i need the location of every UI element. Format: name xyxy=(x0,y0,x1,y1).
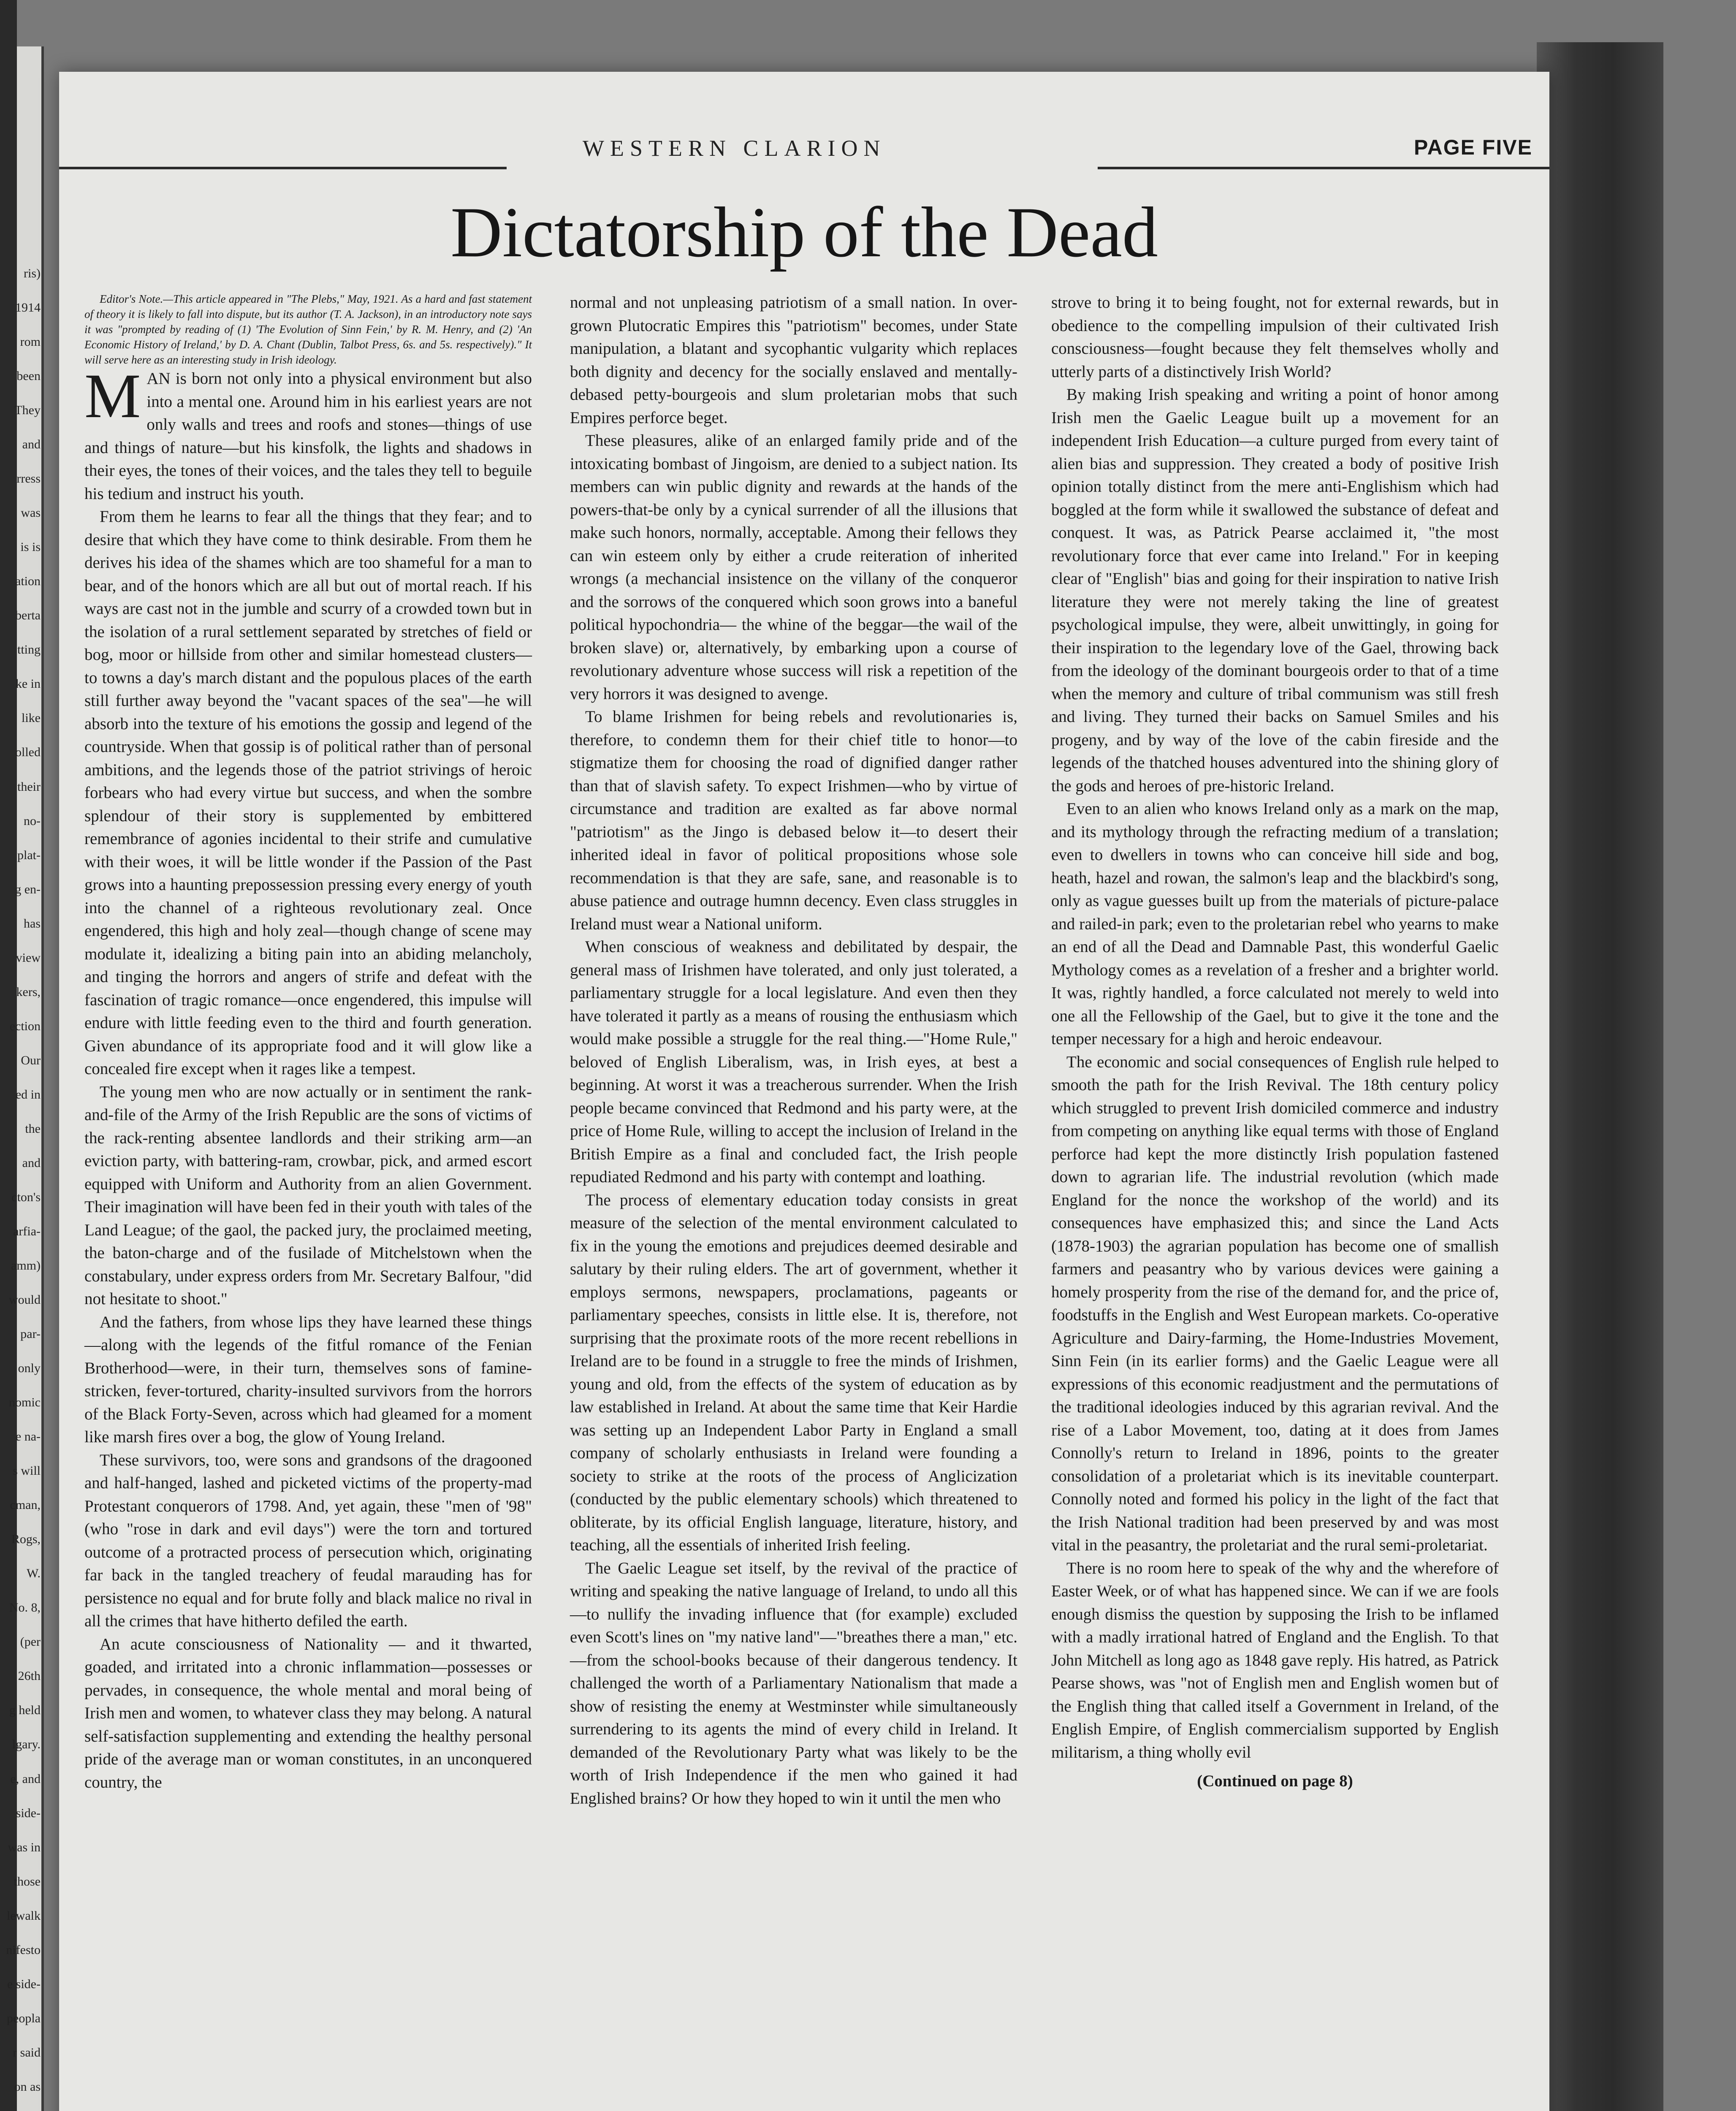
previous-page-fragment: e, and xyxy=(10,1772,41,1786)
running-head xyxy=(59,135,1549,169)
header-rule-left xyxy=(59,167,507,169)
paragraph: And the fathers, from whose lips they have learned these things—along with the legends of the fitful romance of the Fenian Brotherhood—were, in their turn, themselves sons of famine-stricken, fever-tortured, charity-insulted survivors from the horrors of the Black Forty-Seven, across which had gleamed for a moment like marsh fires over a bog, the glow of Young Ireland. xyxy=(84,1313,532,1446)
binding-edge xyxy=(0,0,17,2111)
previous-page-fragment: was xyxy=(21,506,41,520)
previous-page-fragment: like xyxy=(22,711,41,725)
previous-page-fragment: lewalk xyxy=(7,1908,41,1923)
previous-page-fragment: peopla xyxy=(7,2011,41,2025)
column-1 xyxy=(84,291,532,2111)
previous-page-fragment: rress xyxy=(16,472,41,486)
page-number: PAGE FIVE xyxy=(1413,136,1533,159)
previous-page-fragment: berta xyxy=(15,608,41,623)
previous-page-fragment: 1914 xyxy=(15,301,41,315)
previous-page-fragment: g en- xyxy=(15,882,41,896)
previous-page-fragment: ation xyxy=(15,574,41,589)
previous-page-fragment: no- xyxy=(24,814,41,828)
previous-page-fragment: ris) xyxy=(24,266,41,280)
previous-page-fragment: has xyxy=(24,916,41,931)
previous-page-fragment: nomic xyxy=(9,1395,41,1410)
article-columns xyxy=(84,291,1503,2111)
paragraph: To blame Irishmen for being rebels and revolutionaries is, therefore, to condemn them for their chief title to honor—to stigmatize them for choosing the road of dignified danger rather than that of slavish safety. To expect Irishmen—who by virtue of circumstance and tradition are exalted as far above normal "patriotism" as the Jingo is debased below it—to desert their inherited ideal in favor of political propositions whose sole recommendation is that they are safe, sane, and reasonable is to abuse patience and outrage humnn decency. Even class struggles in Ireland must wear a National uniform. xyxy=(570,708,1017,933)
previous-page-fragment: Rogs, xyxy=(11,1532,41,1547)
paragraph: strove to bring it to being fought, not for external rewards, but in obedience to the compelling impulsion of their cultivated Irish consciousness—fought because they felt themselves wholly and utterly parts of a distinctively Irish World? xyxy=(1051,293,1499,381)
masthead: WESTERN CLARION xyxy=(583,136,886,161)
previous-page-fragment: lgary. xyxy=(12,1737,41,1752)
previous-page-fragment: tting xyxy=(17,643,41,657)
previous-page-fragment: arfia- xyxy=(13,1224,41,1238)
previous-page-fragment: They xyxy=(14,403,41,418)
previous-page-fragment: ed in xyxy=(15,1087,41,1102)
continued-notice: (Continued on page 8) xyxy=(1197,1772,1353,1790)
previous-page-fragment: their xyxy=(17,779,41,794)
paragraph: From them he learns to fear all the things that they fear; and to desire that which they have come to think desirable. From them he derives his idea of the shames which are too shameful for a man to bear, and of the honors which are all but out of mortal reach. If his ways are cast not in the jumble and scurry of a crowded town but in the isolation of a rural settlement separated by stretches of field or bog, moor or hillside from other and similar homestead clusters—to towns a day's march distant and the populous places of the earth still further away beyond the "vacant spaces of the sea"—he will absorb into the texture of his emotions the gossip and legend of the countryside. When that gossip is of political rather than of personal ambitions, and the legends those of the patriot strivings of heroic forbears who had every virtue but success, and when the sombre splendour of their story is supplemented by embittered remembrance of agonies incidental to their strife and cumulative with their woes, it will be little wonder if the Passion of the Past grows into a haunting prepossession pressing every energy of youth into the channel of a righteous revolutionary zeal. Once engendered, this high and holy zeal—though change of scene may modulate it, idealizing a biting pain into an abiding melancholy, and tinging the horrors and angers of strife and defeat with the fascination of tragic romance—once engendered, this impulse will endure with little feeding even to the third and fourth generation. Given abundance of its appropriate food and it will glow like a concealed fire except when it rages like a tempest. xyxy=(84,507,532,1078)
previous-page-fragment: was in xyxy=(8,1840,41,1854)
previous-page-fragment: e side- xyxy=(7,1977,41,1991)
paragraph-text: AN is born not only into a physical environment but also into a mental one. Around him in his earliest years are not only walls and trees and roofs and stones—things of use and things of nature—but his kinsfolk, the lights and shadows in their eyes, the tones of their voices, and the tales they tell to beguile his tedium and instruct his youth. xyxy=(84,369,532,503)
paragraph: The Gaelic League set itself, by the revival of the practice of writing and speaking the native language of Ireland, to undo all this—to nullify the invading influence that (for example) excluded even Scott's lines on "my native land"—"breathes there a man," etc.—from the school-books because of their dangerous tendency. It challenged the worth of a Parliamentary Nationalism that made a show of resisting the enemy at Westminster while simultaneously surrendering to its agents the mind of every child in Ireland. It demanded of the Revolutionary Party what was likely to be the worth of Irish Independence if the men who gained it had Englished brains? Or how they hoped to win it until the men who xyxy=(570,1559,1017,1807)
previous-page-fragment: would xyxy=(9,1293,41,1307)
column-2 xyxy=(570,291,1017,2111)
previous-page-fragment: Our xyxy=(21,1053,41,1067)
previous-page-fragment: is is xyxy=(20,540,41,554)
previous-page-fragment: W. xyxy=(26,1566,41,1581)
previous-page-fragment: No. 8, xyxy=(9,1601,41,1615)
previous-page-fragment: (per xyxy=(20,1635,41,1649)
newspaper-page xyxy=(59,72,1549,2111)
previous-page-fragment: those xyxy=(14,1874,41,1889)
previous-page-fragment: on as xyxy=(14,2079,41,2094)
paragraph: The economic and social consequences of English rule helped to smooth the path for the Irish Revival. The 18th century policy which struggled to prevent Irish domiciled commerce and industry from competing on anything like equal terms with those of England perforce had kept the more distinctly Irish population fastened down to agrarian life. The industrial revolution (which made England for the nonce the workshop of the world) and its consequences have emphasized this; and since the Land Acts (1878-1903) the agrarian population has become one of smallish farmers and peasantry who by various devices were gaining a homely prosperity from the rise of the demand for, and the price of, foodstuffs in the English and West European markets. Co-operative Agriculture and Dairy-farming, the Home-Industries Movement, Sinn Fein (in its earlier forms) and the Gaelic League were all expressions of this economic readjustment and the permutations of the traditional ideologies induced by this agrarian revival. And the rise of a Labor Movement, too, dating at it does from James Connolly's return to Ireland in 1896, points to the greater consolidation of a proletariat which is its inevitable counterpart. Connolly noted and formed his policy in the light of the fact that the Irish National tradition had been preserved by and was most vital in the peasantry, the proletariat and the rural semi-proletariat. xyxy=(1051,1053,1499,1554)
paragraph: Even to an alien who knows Ireland only as a mark on the map, and its mythology through the refracting medium of a translation; even to dwellers in towns who can conceive hill side and bog, heath, hazel and rowan, the salmon's leap and the blackbird's song, only as vague guesses built up from the materials of picture-palace and railed-in park; even to the proletarian rebel who yearns to make an end of all the Dead and Damnable Past, this wonderful Gaelic Mythology comes as a revelation of a fresher and a brighter world. It was, rightly handled, a force calculated not merely to weld into one all the Fellowship of the Gael, but to give it the tone and the temper necessary for a high and heroic endeavour. xyxy=(1051,800,1499,1048)
previous-page-fragment: amm) xyxy=(11,1259,41,1273)
previous-page-fragment: the xyxy=(25,1121,41,1136)
previous-page-fragment: e na- xyxy=(15,1430,41,1444)
previous-page-fragment: ke in xyxy=(15,677,41,691)
paragraph: When conscious of weakness and debilitated by despair, the general mass of Irishmen have tolerated, and only just tolerated, a parliamentary struggle for a local legislature. And even then they have tolerated it partly as a means of rousing the enthusiasm which would make possible a struggle for the real thing.—"Home Rule," beloved of English Liberalism, was, in Irish eyes, at best a beginning. At worst it was a treacherous surrender. When the Irish people became convinced that Redmond and his party were, at the price of Home Rule, willing to accept the inclusion of Ireland in the British Empire as a final and concluded fact, the Irish people repudiated Redmond and his party with contempt and loathing. xyxy=(570,938,1017,1186)
previous-page-fragment: only xyxy=(18,1361,41,1376)
previous-page-fragment: rom xyxy=(20,335,41,349)
header-rule-right xyxy=(1098,167,1549,169)
previous-page-fragment: r said xyxy=(13,2045,41,2059)
previous-page-fragment: view xyxy=(16,950,41,965)
previous-page-fragment: plat- xyxy=(17,848,41,862)
previous-page-fragment: side- xyxy=(16,1806,41,1820)
previous-page-fragment: ection xyxy=(9,1019,41,1033)
drop-cap: M xyxy=(84,361,141,431)
paragraph: By making Irish speaking and writing a point of honor among Irish men the Gaelic League built up a movement for an independent Irish Education—a culture purged from every taint of alien bias and suppression. They created a body of positive Irish opinion totally distinct from the mere anti-Englishism which had boggled at the form while it swallowed the substance of defeat and conquest. It was, as Patrick Pearse acclaimed it, "the most revolutionary force that ever came into Ireland." For in keeping clear of "English" bias and going for their inspiration to native Irish literature they were not merely taking the line of greatest psychological impulse, they were, albeit unwittingly, in going for their inspiration to the legendary love of the Gael, throwing back from the ideology of the dominant bourgeois order to that of a time when the memory and culture of tribal communism was still fresh and living. They turned their backs on Samuel Smiles and his progeny, and by way of the love of the cabin fireside and the legends of the thatched houses adventured into the shining glory of the gods and heroes of pre-historic Ireland. xyxy=(1051,385,1499,795)
previous-page-fragment: and xyxy=(22,437,41,452)
previous-page-edge xyxy=(6,46,44,2111)
paragraph: normal and not unpleasing patriotism of a small nation. In over-grown Plutocratic Empires this "patriotism" becomes, under State manipulation, a blatant and sycophantic vulgarity which replaces both dignity and decency for the socially enslaved and mentally-debased petty-bourgeois and slum proletarian mobs that such Empires perforce beget. xyxy=(570,293,1017,427)
previous-page-fragment: been xyxy=(16,369,41,383)
previous-page-fragment: kers, xyxy=(16,985,41,999)
paragraph: These survivors, too, were sons and grandsons of the dragooned and half-hanged, lashed and picketed victims of the property-mad Protestant conquerors of 1798. And, yet again, these "men of '98" (who "rose in dark and evil days") were the torn and tortured outcome of a protracted process of persecution which, originating far back in the tangled treachery of feudal marauding has for persistence no equal and for brute folly and black malice no rival in all the crimes that have hitherto defiled the earth. xyxy=(84,1451,532,1630)
previous-page-fragment: olled xyxy=(15,745,41,760)
article-title: Dictatorship of the Dead xyxy=(450,193,1158,272)
page-stack-edge xyxy=(1537,42,1663,2111)
previous-page-fragment: and xyxy=(22,1156,41,1170)
previous-page-fragment: nifesto xyxy=(6,1943,41,1957)
paragraph: An acute consciousness of Nationality — and it thwarted, goaded, and irritated into a chronic inflammation—possesses or pervades, in consequence, the whole mental and moral being of Irish men and women, to whatever class they may belong. A natural self-satisfaction supplementing and extending the healthy personal pride of the average man or woman constitutes, in an unconquered country, the xyxy=(84,1635,532,1791)
previous-page-fragment: cman, xyxy=(10,1498,41,1512)
previous-page-fragment: par- xyxy=(20,1327,41,1341)
previous-page-fragment: s will xyxy=(13,1464,41,1478)
paragraph: The young men who are now actually or in sentiment the rank-and-file of the Army of the Irish Republic are the sons of victims of the rack-renting absentee landlords and their striking arm—an eviction party, with battering-ram, crowbar, pick, and armed escort equipped with Uniform and Authority from an alien Government. Their imagination will have been fed in their youth with tales of the Land League; of the gaol, the packed jury, the proclaimed meeting, the baton-charge and of the fusilade of Mitchelstown when the constabulary, under express orders from Mr. Secretary Balfour, "did not hesitate to shoot." xyxy=(84,1083,532,1308)
previous-page-fragment: cton's xyxy=(11,1190,41,1204)
paragraph: These pleasures, alike of an enlarged family pride and of the intoxicating bombast of Jingoism, are denied to a subject nation. Its members can win public dignity and rewards at the hands of the powers-that-be only by a cynical surrender of all the illusions that make such honors, normally, acceptable. Among their fellows they can win esteem only by either a crude reiteration of inherited wrongs (a mechancial insistence on the villany of the conqueror and the sorrows of the conquered which soon grows into a baneful political hypochondria— the whine of the beggar—the wail of the broken slave) or, alternatively, by embarking upon a course of revolutionary adventure whose success will risk a repetition of the very horrors it was designed to avenge. xyxy=(570,431,1017,703)
previous-page-fragment: 26th xyxy=(18,1669,41,1683)
first-paragraph xyxy=(84,361,532,505)
column-3 xyxy=(1051,291,1499,2111)
editor-note: Editor's Note.—This article appeared in "The Plebs," May, 1921. As a hard and fast statement of theory it is likely to fall into dispute, but its author (T. A. Jackson), in an introductory note says it was "prompted by reading of (1) 'The Evolution of Sinn Fein,' by R. M. Henry, and (2) 'An Economic History of Ireland,' by D. A. Chant (Dublin, Talbot Press, 6s. and 5s. respectively)." It will serve here as an interesting study in Irish ideology. xyxy=(84,293,532,366)
previous-page-fragment: g held xyxy=(9,1703,41,1718)
paragraph: There is no room here to speak of the why and the wherefore of Easter Week, or of what has happened since. We can if we are fools enough dismiss the question by supposing the Irish to be inflamed with a madly irrational hatred of England and the English. To that John Mitchell as long ago as 1848 gave reply. His hatred, as Patrick Pearse shows, was "not of English men and English women but of the English thing that called itself a Government in Ireland, of the English Empire, of English commercialism supported by English militarism, a thing wholly evil xyxy=(1051,1559,1499,1761)
paragraph: The process of elementary education today consists in great measure of the selection of the mental environment calculated to fix in the young the emotions and prejudices deemed desirable and salutary by their ruling elders. The art of government, whether it employs sermons, newspapers, proclamations, pageants or parliamentary speeches, consists in little else. It is, therefore, not surprising that the proximate roots of the more recent rebellions in Ireland are to be found in a struggle to free the minds of Irishmen, young and old, from the effects of the system of education as by law established in Ireland. At about the same time that Keir Hardie was setting up an Independent Labor Party in England a small company of scholarly enthusiasts in Ireland were founding a society to strike at the roots of the process of Anglicization (conducted by the public elementary schools) which threatened to obliterate, by its official English language, literature, history, and teaching, all the essentials of inherited Irish feeling. xyxy=(570,1191,1017,1554)
column-1-body xyxy=(84,361,532,1794)
